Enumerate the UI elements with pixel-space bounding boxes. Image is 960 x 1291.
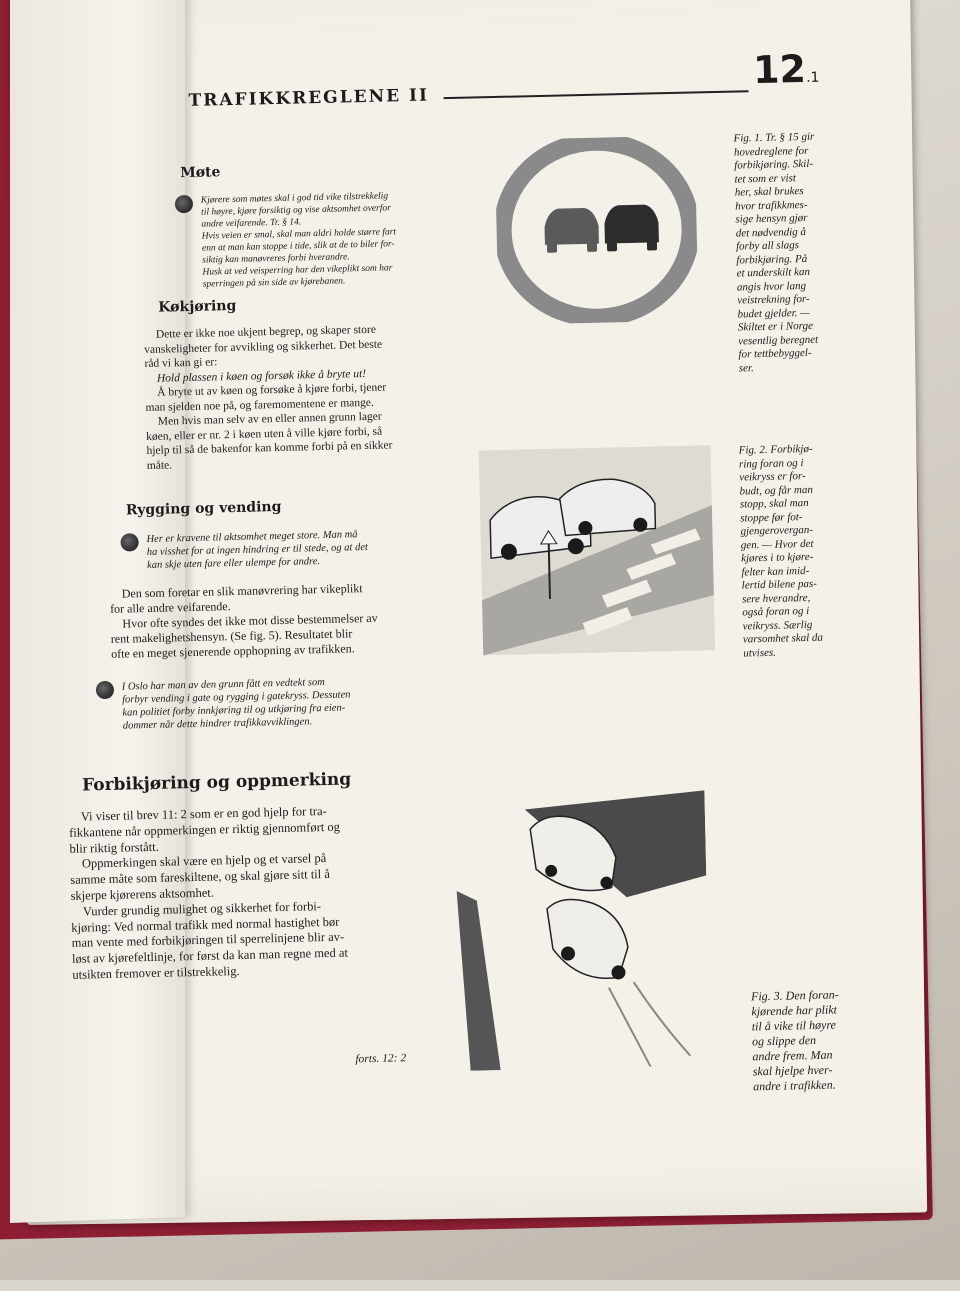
heading-forbikjoring: Forbikjøring og oppmerking xyxy=(81,769,352,796)
page-number xyxy=(753,47,820,92)
intersection-illustration xyxy=(479,445,716,655)
kokjoring-body: Dette er ikke noe ukjent begrep, og skaper store vanskeligheter for avvikling og sikkerhet. Det beste råd vi kan gi er: Hold plassen i køen og forsøk ikke å bryte ut! Å bryte ut av køen og forsøke å kjøre forbi, tjener man sjelden noe på, og faremomentene er mange. Men hvis man selv av en eller annen grunn lager køen, eller er nr. 2 i køen uten å ville kjøre forbi, så hjelp til så de bakenfor kan komme forbi på en sikker måte. xyxy=(144,323,393,472)
fig2-caption: Fig. 2. Forbikjø- ring foran og i veikryss er for- budt, og får man stopp, skal man stoppe før fot- gjengerovergan- gen. — Hvor det kjøres i to kjøre- felter kan imid- lertid bilene pas- sere hverandre, også foran og i veikryss. Særlig varsomhet skal da utvises. xyxy=(738,442,824,659)
note-bullet-icon xyxy=(175,195,193,213)
heading-rygging: Rygging og vending xyxy=(125,498,282,519)
note-bullet-icon xyxy=(96,681,114,699)
header-rule xyxy=(444,90,749,99)
fig3-caption: Fig. 3. Den foran- kjørende har plikt til å vike til høyre og slippe den andre frem. Man skal hjelpe hver- andre i trafikken. xyxy=(750,987,839,1094)
section-title: TRAFIKKREGLENE II xyxy=(188,85,430,111)
heading-kokjoring: Køkjøring xyxy=(158,297,237,316)
overtaking-illustration xyxy=(454,785,710,1071)
oslo-note: I Oslo har man av den grunn fått en vedtekt som forbyr vending i gate og rygging i gatekryss. Dessuten kan politiet forby innkjøring til og utkjøring fra eien- dommer når dette hindrer trafikkavviklingen. xyxy=(121,676,351,732)
page-number-main: 12 xyxy=(752,46,807,93)
heading-mote: Møte xyxy=(180,164,221,182)
note-bullet-icon xyxy=(120,533,138,551)
no-overtaking-sign-icon xyxy=(495,135,699,324)
rygging-body: Den som foretar en slik manøvrering har vikeplikt for alle andre veifarende. Hvor ofte syndes det ikke mot disse bestemmelser av rent makelighetshensyn. (Se fig. 5). Resultatet blir ofte en meget sjenerende opphopning av trafikken. xyxy=(109,581,378,661)
page-number-sub: .1 xyxy=(805,69,820,86)
continued-note: forts. 12: 2 xyxy=(355,1052,407,1066)
forbikjoring-body: Vi viser til brev 11: 2 som er en god hjelp for tra- fikkantene når oppmerkingen er riktig gjennomført og blir riktig forstått. Oppmerkingen skal være en hjelp og et varsel på samme måte som fareskiltene, og skal gjøre sitt til å skjerpe kjørerens aktsomhet. Vurder grundig mulighet og sikkerhet for forbi- kjøring: Ved normal trafikk med normal hastighet bør man vente med forbikjøringen til sperrelinjene blir av- løst av kjørefeltlinje, for først da kan man regne med at utsikten fremover er tilstrekkelig. xyxy=(69,803,349,982)
mote-note: Kjørere som møtes skal i god tid vike tilstrekkelig til høyre, kjøre forsiktig og vise aktsomhet overfor andre veifarende. Tr. § 14. Hvis veien er smal, skal man aldri holde større fart enn at man kan stoppe i tide, slik at de to biler for- siktig kan manøvreres forbi hverandre. Husk at ved veisperring har den vikeplikt som har sperringen på sin side av kjørebanen. xyxy=(200,191,397,290)
rygging-note: Her er kravene til aktsomhet meget store. Man må ha visshet for at ingen hindring er til stede, og at det kan skje uten fare eller ulempe for andre. xyxy=(146,529,368,571)
fig1-caption: Fig. 1. Tr. § 15 gir hovedreglene for forbikjøring. Skil- tet som er vist her, skal brukes hvor trafikkmes- sige hensyn gjør det nødvendig å forby all slags forbikjøring. På et underskilt kan angis hvor lang veistrekning for- budet gjelder. — Skiltet er i Norge vesentlig beregnet for tettbebyggel- ser. xyxy=(733,130,819,375)
